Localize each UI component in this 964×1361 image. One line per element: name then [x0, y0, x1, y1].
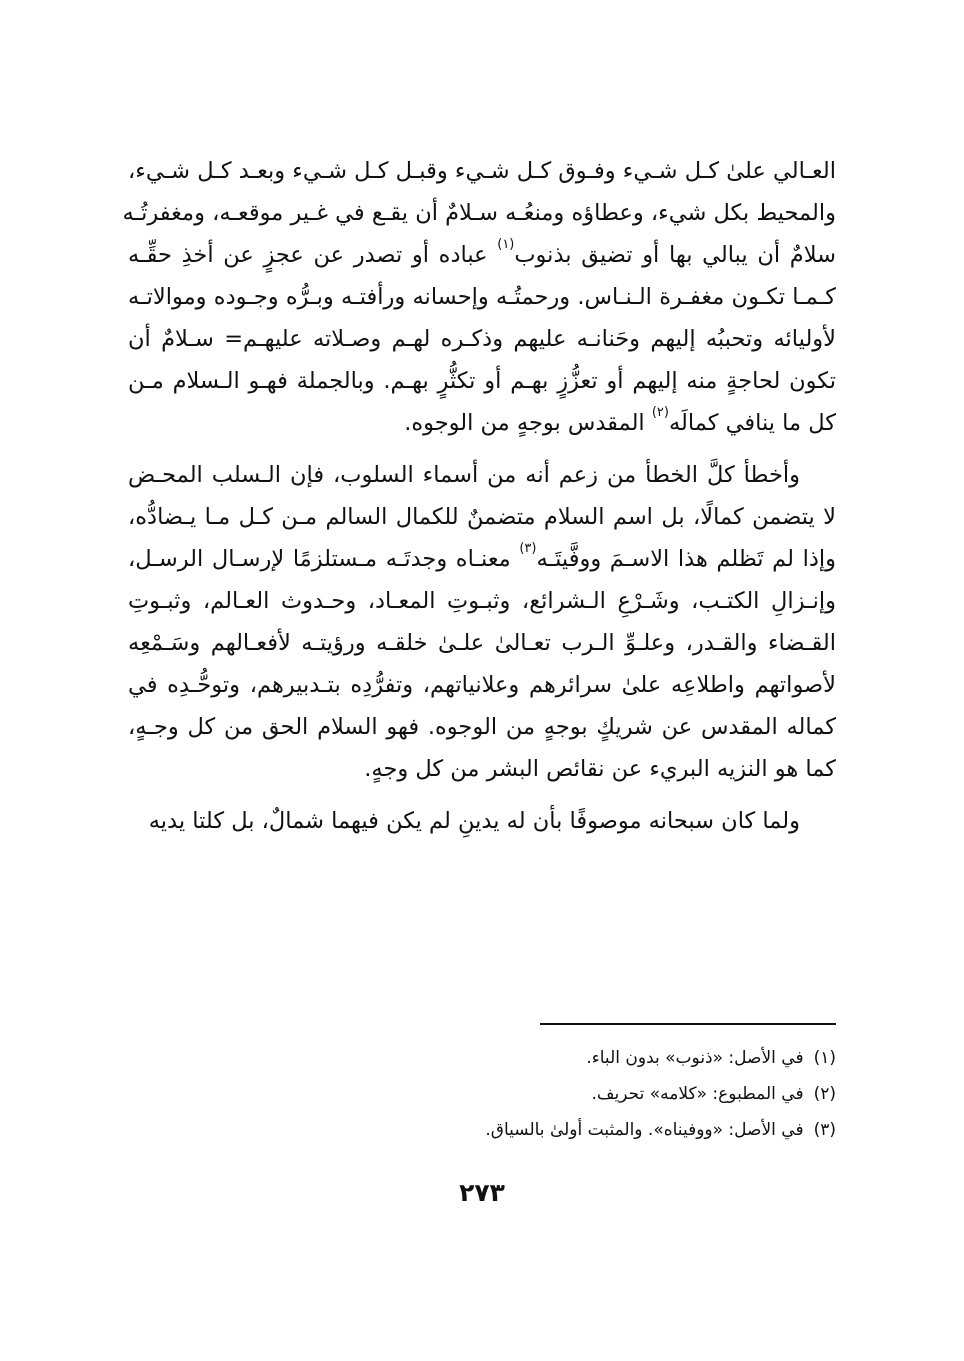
footnote-ref-3[interactable]: (٣)	[519, 540, 537, 556]
footnote-number: (١)	[813, 1048, 836, 1068]
footnote-3	[336, 1112, 836, 1148]
text-line: كـمـا تكـون مغفـرة الـنـاس. ورحمتُـه وإحسانه ورأفتـه وبـرُّه وجـوده وموالاتـه	[128, 284, 836, 310]
text-line: كماله المقدس عن شريكٍ بوجهٍ من الوجوه. فهو السلام الحق من كل وجـهٍ،	[128, 714, 836, 740]
text-line	[128, 538, 836, 580]
text-line: لأصواتهم واطلاعِه علىٰ سرائرهم وعلانياتهم، وتفرُّدِه بتـدبيرهم، وتوحُّـدِه في	[128, 672, 836, 698]
text-line: ولما كان سبحانه موصوفًا بأن له يدينِ لم يكن فيهما شمالٌ، بل كلتا يديه	[148, 808, 800, 834]
text-line: القـضاء والقـدر، وعلـوِّ الـرب تعـالىٰ علـىٰ خلقـه ورؤيتـه لأفعـالهم وسَـمْعِه	[128, 630, 836, 656]
text-segment: وإذا لم تَظلم هذا الاسـمَ ووفَّيتَـه	[536, 546, 836, 572]
text-line: لا يتضمن كمالًا، بل اسم السلام متضمنٌ للكمال السالم مـن كـل مـا يـضادُّه،	[128, 504, 836, 530]
text-line	[128, 402, 836, 444]
text-segment: معنـاه وجدتَـه مـستلزمًا لإرسـال الرسـل،	[128, 546, 520, 572]
text-line: كما هو النزيه البريء عن نقائص البشر من كل وجهٍ.	[364, 756, 836, 782]
footnote-text: في الأصل: «ذنوب» بدون الباء.	[586, 1048, 804, 1068]
footnotes	[336, 1040, 836, 1148]
text-line: تكون لحاجةٍ منه إليهم أو تعزُّزٍ بهـم أو تكثُّرٍ بهـم. وبالجملة فهـو الـسلام مـن	[128, 368, 836, 394]
text-line: لأوليائه وتحببُه إليهم وحَنانـه عليهم وذكـره لهـم وصـلاته عليهـم= سـلامٌ أن	[128, 326, 836, 352]
footnote-text: في المطبوع: «كلامه» تحريف.	[591, 1084, 804, 1104]
text-segment: عباده أو تصدر عن عجزٍ عن أخذِ حقِّـه	[128, 242, 498, 268]
main-text	[122, 150, 836, 852]
text-line: العـالي علىٰ كـل شـيء وفـوق كـل شـيء وقبـل كـل شـيء وبعـد كـل شـيء،	[128, 158, 836, 184]
footnote-ref-2[interactable]: (٢)	[651, 404, 669, 420]
text-line: وأخطأ كلَّ الخطأ من زعم أنه من أسماء السلوب، فإن الـسلب المحـض	[128, 462, 800, 488]
text-line: وإنـزالِ الكتـب، وشَـرْعِ الـشرائع، وثبـوتِ المعـاد، وحـدوث العـالم، وثبـوتِ	[128, 588, 836, 614]
page-number: ٢٧٣	[459, 1178, 505, 1207]
paragraph-3	[128, 800, 836, 842]
paragraph-1	[122, 150, 836, 444]
paragraph-2	[128, 454, 836, 790]
text-segment: سلامٌ أن يبالي بها أو تضيق بذنوب	[514, 242, 836, 268]
footnote-1	[336, 1040, 836, 1076]
text-segment: المقدس بوجهٍ من الوجوه.	[404, 410, 652, 436]
text-segment: كل ما ينافي كمالَه	[668, 410, 836, 436]
text-line: والمحيط بكل شيء، وعطاؤه ومنعُـه سـلامٌ أن يقـع في غـير موقعـه، ومغفرتُـه	[122, 200, 836, 226]
footnote-separator	[540, 1023, 836, 1025]
footnote-ref-1[interactable]: (١)	[497, 236, 515, 252]
footnote-number: (٢)	[813, 1084, 836, 1104]
footnote-text: في الأصل: «ووفيناه». والمثبت أولىٰ بالسياق.	[485, 1120, 804, 1140]
footnote-number: (٣)	[813, 1120, 836, 1140]
text-line	[128, 234, 836, 276]
footnote-2	[336, 1076, 836, 1112]
